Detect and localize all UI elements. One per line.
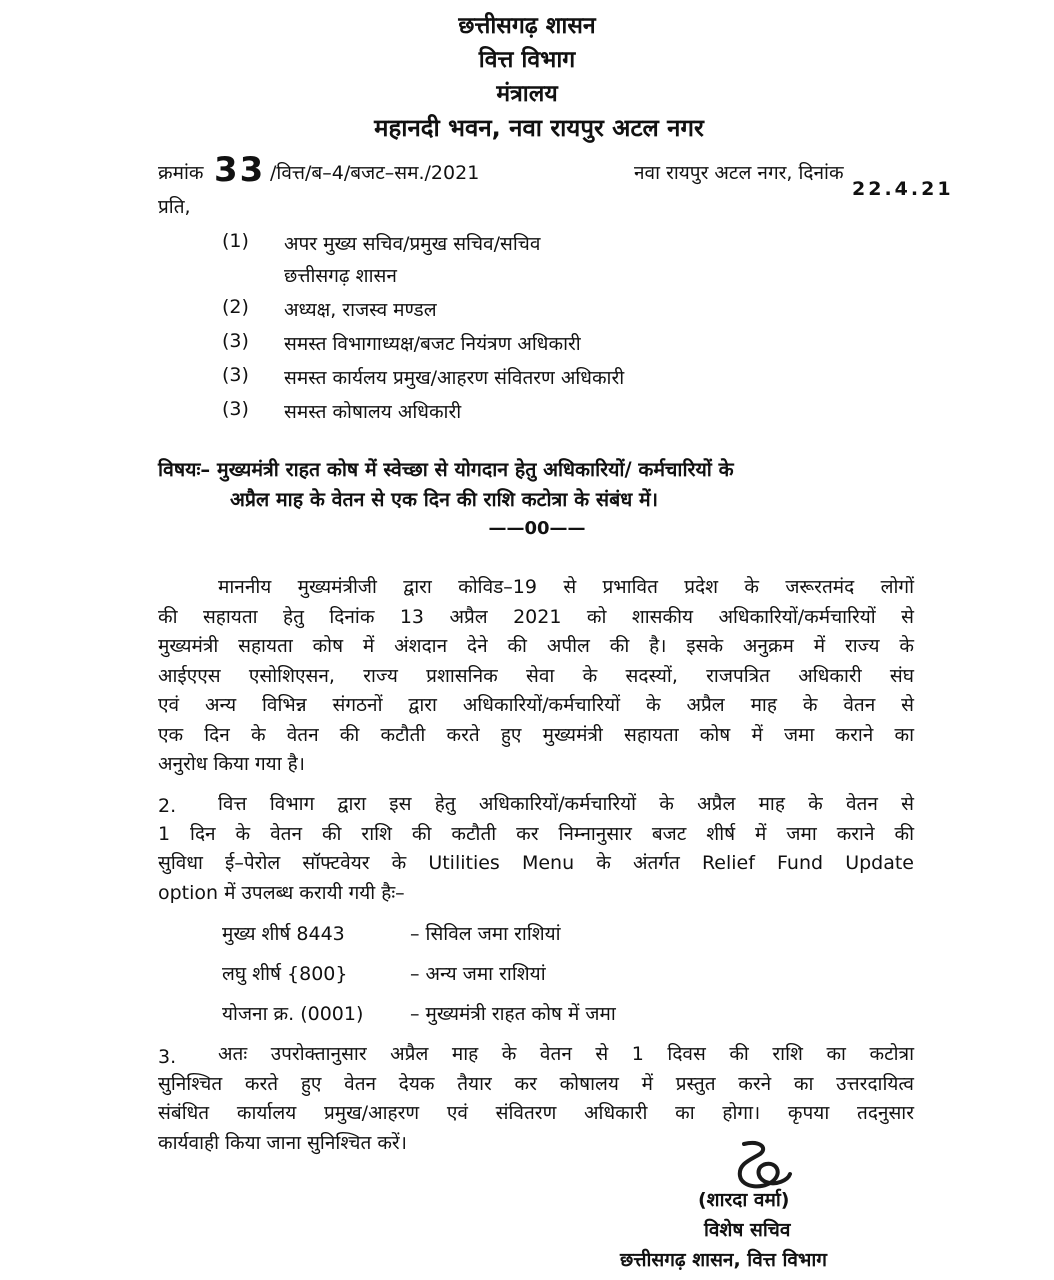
paragraph-line: माननीय मुख्यमंत्रीजी द्वारा कोविड–19 से प्रभावित प्रदेश के जरूरतमंद लोगों — [218, 576, 914, 598]
budget-head-value: – सिविल जमा राशियां — [410, 923, 561, 945]
paragraph-line: सुविधा ई–पेरोल सॉफ्टवेयर के Utilities Menu के अंतर्गत Relief Fund Update — [158, 852, 914, 874]
signatory-designation: विशेष सचिव — [704, 1219, 791, 1241]
header-address: महानदी भवन, नवा रायपुर अटल नगर — [374, 114, 704, 142]
paragraph-line: की सहायता हेतु दिनांक 13 अप्रैल 2021 को शासकीय अधिकारियों/कर्मचारियों से — [158, 605, 914, 628]
recipient-item: समस्त कोषालय अधिकारी — [284, 401, 462, 423]
signatory-office: छत्तीसगढ़ शासन, वित्त विभाग — [620, 1249, 827, 1271]
recipient-number: (1) — [222, 230, 249, 252]
recipient-number: (3) — [222, 398, 249, 420]
recipient-item-cont: छत्तीसगढ़ शासन — [284, 265, 397, 287]
recipient-number: (3) — [222, 330, 249, 352]
recipient-number: (2) — [222, 296, 249, 318]
ref-prefix: क्रमांक — [158, 162, 204, 184]
paragraph-line: अनुरोध किया गया है। — [158, 753, 305, 775]
paragraph-line: वित्त विभाग द्वारा इस हेतु अधिकारियों/कर्मचारियों के अप्रैल माह के वेतन से — [218, 793, 914, 815]
header-government: छत्तीसगढ़ शासन — [458, 13, 596, 39]
recipient-item: अपर मुख्य सचिव/प्रमुख सचिव/सचिव — [284, 233, 541, 255]
paragraph-3 — [158, 1040, 914, 1158]
signatory-name: (शारदा वर्मा) — [698, 1189, 790, 1211]
paragraph-3-number: 3. — [158, 1046, 177, 1068]
paragraph-1 — [158, 573, 914, 780]
budget-head-value: – अन्य जमा राशियां — [410, 963, 546, 985]
budget-head-label: योजना क्र. (0001) — [222, 1003, 364, 1025]
handwritten-ref-number: 33 — [214, 150, 266, 190]
header-ministry: मंत्रालय — [496, 81, 558, 107]
signature-mark — [730, 1138, 794, 1192]
paragraph-2 — [158, 790, 914, 908]
budget-head-label: लघु शीर्ष {800} — [222, 963, 348, 985]
subject-line-1: विषयः– मुख्यमंत्री राहत कोष में स्वेच्छा से योगदान हेतु अधिकारियों/ कर्मचारियों के — [158, 458, 734, 481]
budget-head-value: – मुख्यमंत्री राहत कोष में जमा — [410, 1003, 616, 1025]
subject-line-2: अप्रैल माह के वेतन से एक दिन की राशि कटोत्रा के संबंध में। — [230, 488, 659, 511]
place-date-label: नवा रायपुर अटल नगर, दिनांक — [634, 162, 844, 184]
paragraph-line: option में उपलब्ध करायी गयी हैः– — [158, 881, 405, 904]
paragraph-2-number: 2. — [158, 795, 177, 817]
recipient-item: अध्यक्ष, राजस्व मण्डल — [284, 299, 437, 321]
to-label: प्रति, — [158, 196, 191, 218]
paragraph-line: संबंधित कार्यालय प्रमुख/आहरण एवं संवितरण अधिकारी का होगा। कृपया तदनुसार — [158, 1102, 914, 1124]
paragraph-line: कार्यवाही किया जाना सुनिश्चित करें। — [158, 1131, 407, 1154]
subject-divider: ——00—— — [488, 518, 586, 539]
recipient-number: (3) — [222, 364, 249, 386]
recipient-item: समस्त कार्यलय प्रमुख/आहरण संवितरण अधिकारी — [284, 367, 625, 389]
paragraph-line: एवं अन्य विभिन्न संगठनों द्वारा अधिकारियों/कर्मचारियों के अप्रैल माह के वेतन से — [158, 694, 914, 716]
paragraph-line: मुख्यमंत्री सहायता कोष में अंशदान देने की अपील की है। इसके अनुक्रम में राज्य के — [158, 635, 914, 657]
paragraph-line: सुनिश्चित करते हुए वेतन देयक तैयार कर कोषालय में प्रस्तुत करने का उत्तरदायित्व — [158, 1072, 914, 1095]
budget-head-label: मुख्य शीर्ष 8443 — [222, 923, 345, 945]
paragraph-line: अतः उपरोक्तानुसार अप्रैल माह के वेतन से 1 दिवस की राशि का कटोत्रा — [218, 1043, 914, 1065]
handwritten-date: 22.4.21 — [852, 178, 954, 200]
paragraph-line: आईएएस एसोशिएसन, राज्य प्रशासनिक सेवा के सदस्यों, राजपत्रित अधिकारी संघ — [158, 664, 914, 687]
ref-suffix: /वित्त/ब–4/बजट–सम./2021 — [270, 162, 480, 184]
paragraph-line: एक दिन के वेतन की कटौती करते हुए मुख्यमंत्री सहायता कोष में जमा कराने का — [158, 723, 914, 746]
header-department: वित्त विभाग — [478, 47, 576, 73]
paragraph-line: 1 दिन के वेतन की राशि की कटौती कर निम्नानुसार बजट शीर्ष में जमा कराने की — [158, 822, 914, 845]
recipient-item: समस्त विभागाध्यक्ष/बजट नियंत्रण अधिकारी — [284, 333, 581, 355]
